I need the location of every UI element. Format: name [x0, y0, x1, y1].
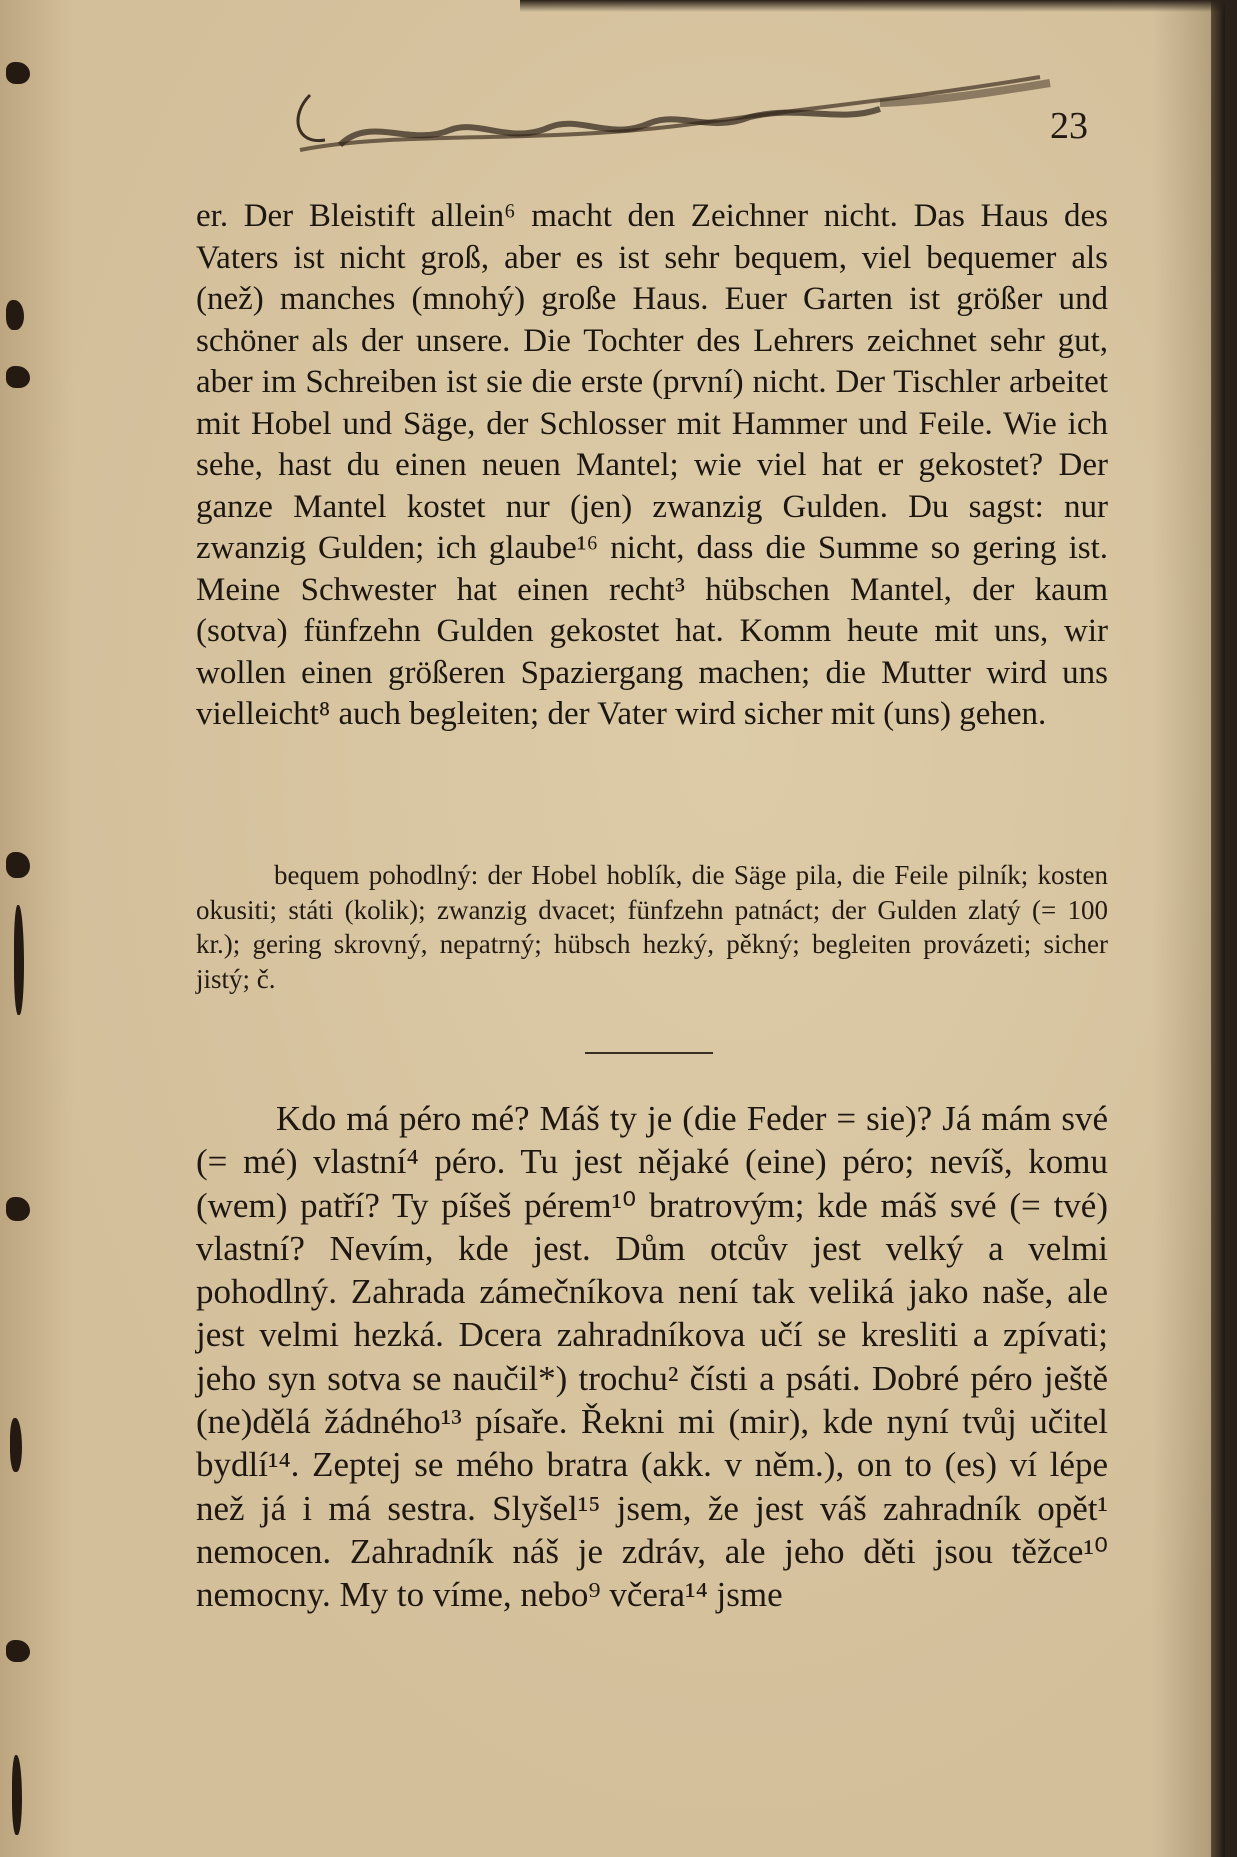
margin-ink-mark	[10, 1418, 22, 1472]
czech-paragraph	[196, 1097, 1108, 1617]
czech-text: Kdo má péro mé? Máš ty je (die Feder = sie)? Já mám své (= mé) vlastní⁴ péro. Tu jest nějaké (eine) péro; nevíš, komu (wem) patří? Ty píšeš pérem¹⁰ bratrovým; kde máš své (= tvé) vlastní? Nevím, kde jest. Dům otcův jest velký a velmi pohodlný. Zahrada zámečníkova není tak veliká jako naše, ale jest velmi hezká. Dcera zahradníkova učí se kresliti a zpívati; jeho syn sotva se naučil*) trochu² čísti a psáti. Dobré péro ještě (ne)dělá žádného¹³ písaře. Řekni mi (mir), kde nyní tvůj učitel bydlí¹⁴. Zeptej se mého bratra (akk. v něm.), on to (es) ví lépe než já i má sestra. Slyšel¹⁵ jsem, že jest váš zahradník opět¹ nemocen. Zahradník náš je zdráv, ale jeho děti jsou těžce¹⁰ nemocny. My to víme, nebo⁹ včera¹⁴ jsme	[196, 1099, 1108, 1615]
margin-ink-mark	[6, 1197, 30, 1221]
margin-ink-mark	[6, 1640, 30, 1662]
page-top-shadow	[520, 0, 1225, 12]
margin-ink-mark	[14, 905, 24, 1015]
german-text: er. Der Bleistift allein⁶ macht den Zeichner nicht. Das Haus des Vaters ist nicht groß, aber es ist sehr bequem, viel bequemer als (než) manches (mnohý) große Haus. Euer Garten ist größer und schöner als der unsere. Die Tochter des Lehrers zeichnet sehr gut, aber im Schreiben ist sie die erste (první) nicht. Der Tischler arbeitet mit Hobel und Säge, der Schlosser mit Hammer und Feile. Wie ich sehe, hast du einen neuen Mantel; wie viel hat er gekostet? Der ganze Mantel kostet nur (jen) zwanzig Gulden. Du sagst: nur zwanzig Gulden; ich glaube¹⁶ nicht, dass die Summe so gering ist. Meine Schwester hat einen recht³ hübschen Mantel, der kaum (sotva) fünfzehn Gulden gekostet hat. Komm heute mit uns, wir wollen einen größeren Spaziergang machen; die Mutter wird uns vielleicht⁸ auch begleiten; der Vater wird sicher mit (uns) gehen.	[196, 198, 1108, 732]
margin-ink-mark	[6, 366, 30, 388]
vocabulary-text: bequem pohodlný: der Hobel hoblík, die Säge pila, die Feile pilník; kosten okusiti; státi (kolik); zwanzig dvacet; fünfzehn patnáct; der Gulden zlatý (= 100 kr.); gering skrovný, nepatrný; hübsch hezký, pěkný; begleiten provázeti; sicher jistý; č.	[196, 860, 1108, 994]
margin-ink-mark	[6, 300, 24, 330]
margin-ink-mark	[12, 1755, 22, 1835]
german-paragraph	[196, 196, 1108, 736]
section-divider	[585, 1052, 713, 1054]
page-edge-shadow	[1211, 0, 1225, 1857]
page-number: 23	[1050, 105, 1088, 147]
margin-ink-mark	[6, 852, 30, 878]
margin-ink-mark	[6, 62, 30, 84]
handwritten-signature	[280, 75, 1060, 165]
vocabulary-footnote	[196, 858, 1108, 996]
